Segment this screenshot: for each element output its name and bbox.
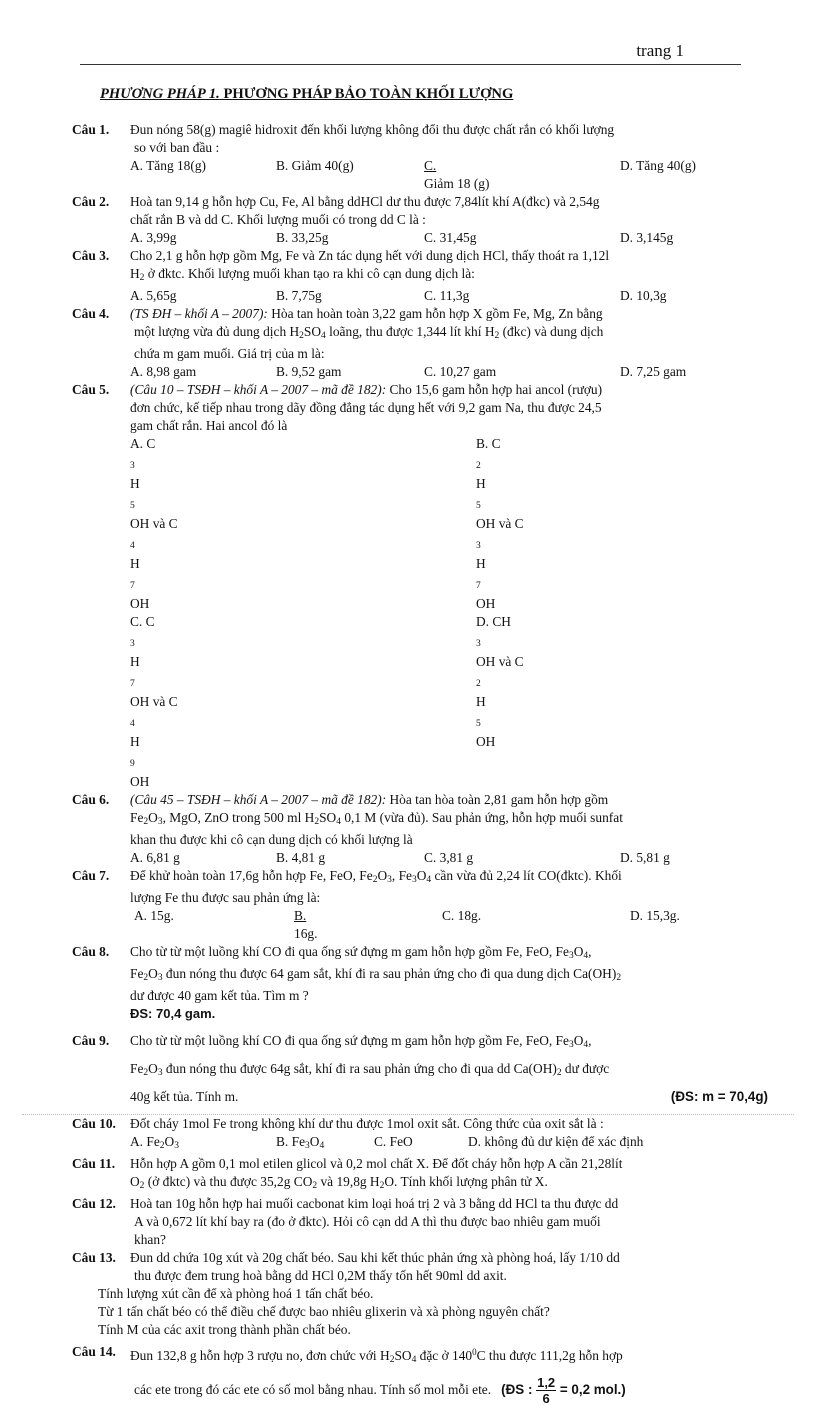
- text: Để khử hoàn toàn 17,6g hỗn hợp Fe, FeO, Fe: [130, 868, 373, 883]
- option-c: [424, 157, 620, 193]
- question-8: [72, 943, 768, 1005]
- question-7: [72, 867, 768, 907]
- question-number: Câu 10.: [72, 1116, 116, 1131]
- subscript: 2: [389, 1355, 395, 1365]
- option-b: [294, 907, 442, 943]
- text: OH và C: [476, 654, 524, 669]
- question-text: [130, 1375, 768, 1406]
- option-d: D. Tăng 40(g): [620, 158, 696, 173]
- text: H: [476, 694, 486, 709]
- source-reference: (TS ĐH – khối A – 2007):: [130, 306, 268, 321]
- answer-options: [72, 229, 768, 247]
- subscript: 3: [568, 1040, 574, 1050]
- question-text: [130, 323, 768, 345]
- answer-options: [72, 849, 768, 867]
- option-c: C. 18g.: [442, 908, 482, 923]
- question-text: thu được đem trung hoà bằng dd HCl 0,2M thấy tốn hết 90ml dd axit.: [134, 1268, 507, 1283]
- option-a: A. 8,98 gam: [130, 364, 197, 379]
- text: H: [130, 654, 140, 669]
- question-text: khan?: [134, 1232, 166, 1247]
- text: A. Fe: [130, 1134, 160, 1149]
- answer-options: [72, 287, 768, 305]
- text: Hòa tan hòa toàn 2,81 gam hỗn hợp gồm: [386, 792, 609, 807]
- question-text: [130, 305, 768, 323]
- text: , Fe: [391, 868, 412, 883]
- text: OH và C: [476, 516, 524, 531]
- option-a: [130, 1133, 276, 1155]
- text: SO: [319, 810, 337, 825]
- subscript: 3: [568, 951, 574, 961]
- text: ở đktc. Khối lượng muối khan tạo ra khi cô cạn dung dịch là:: [144, 266, 475, 281]
- question-text: Đốt cháy 1mol Fe trong không khí dư thu được 1mol oxit sắt. Công thức của oxit sắt là :: [130, 1116, 604, 1131]
- source-reference: (Câu 10 – TSĐH – khối A – 2007 – mã đề 182):: [130, 382, 387, 397]
- option-b: [476, 435, 816, 613]
- answer-options: [72, 1133, 768, 1155]
- subscript: 4: [583, 951, 589, 961]
- question-text: [130, 867, 768, 889]
- option-b: B. Giảm 40(g): [276, 158, 354, 173]
- source-reference: (Câu 45 – TSĐH – khối A – 2007 – mã đề 182):: [130, 792, 387, 807]
- sub-question: Tính lượng xút cần để xà phòng hoá 1 tấn chất béo.: [98, 1286, 374, 1301]
- option-d: D. 15,3g.: [630, 908, 680, 923]
- subscript: 2: [143, 1068, 149, 1078]
- subscript: 2: [314, 817, 320, 827]
- option-b: B. 7,75g: [276, 288, 322, 303]
- text: C. C: [130, 614, 155, 629]
- subscript: 2: [494, 331, 500, 341]
- text: O: [148, 810, 158, 825]
- question-text: chứa m gam muối. Giá trị của m là:: [134, 346, 325, 361]
- subscript: 3: [174, 1141, 179, 1151]
- question-5: [72, 381, 768, 435]
- question-text: [130, 381, 768, 399]
- subscript: 4: [321, 331, 326, 341]
- question-number: Câu 1.: [72, 122, 110, 137]
- text: các ete trong đó các ete có số mol bằng nhau. Tính số mol mỗi ete.: [134, 1382, 492, 1398]
- question-number: Câu 12.: [72, 1196, 116, 1211]
- text: (đkc) và dung dịch: [499, 324, 604, 339]
- subscript: 3: [157, 973, 163, 983]
- option-d: D. 5,81 g: [620, 850, 670, 865]
- answer-key: [501, 1375, 626, 1406]
- text: OH và C: [130, 694, 178, 709]
- question-text: Đun nóng 58(g) magiê hidroxit đến khối lượng không đổi thu được chất rắn có khối lượng: [130, 122, 615, 137]
- text: O: [309, 1134, 320, 1149]
- option-letter: C.: [424, 158, 437, 173]
- option-text: 16g.: [294, 926, 318, 941]
- option-c: C. 11,3g: [424, 288, 470, 303]
- text: Fe: [130, 810, 144, 825]
- formula: H: [130, 266, 140, 281]
- question-number: Câu 13.: [72, 1250, 116, 1265]
- option-c: C. 3,81 g: [424, 850, 474, 865]
- text: ,: [588, 944, 592, 959]
- header-divider: [80, 64, 741, 65]
- fraction: [536, 1375, 556, 1406]
- superscript: 0: [472, 1347, 477, 1357]
- question-text: Đun dd chứa 10g xút và 20g chất béo. Sau khi kết thúc phản ứng xà phòng hoá, lấy 1/10 dd: [130, 1250, 620, 1265]
- text: ,: [588, 1033, 592, 1048]
- text: H: [476, 556, 486, 571]
- text: một lượng vừa đủ dung dịch H: [134, 324, 300, 339]
- text: Fe: [130, 1061, 144, 1076]
- question-text: gam chất rắn. Hai ancol đó là: [130, 418, 288, 433]
- subscript: 4: [130, 719, 135, 729]
- method-label: PHƯƠNG PHÁP 1.: [100, 86, 220, 102]
- option-b: B. 4,81 g: [276, 850, 326, 865]
- text: Cho 15,6 gam hỗn hợp hai ancol (rượu): [386, 382, 603, 397]
- text: D. CH: [476, 614, 511, 629]
- subscript: 3: [130, 461, 135, 471]
- question-text: [130, 1057, 768, 1085]
- option-letter: B.: [294, 908, 307, 923]
- subscript: 5: [130, 501, 135, 511]
- subscript: 9: [130, 759, 135, 769]
- option-a: A. 6,81 g: [130, 850, 180, 865]
- question-number: Câu 5.: [72, 382, 110, 397]
- text: Cho từ từ một luồng khí CO đi qua ống sứ đựng m gam hỗn hợp gồm Fe, FeO, Fe: [130, 1033, 569, 1048]
- option-text: Giảm 18 (g): [424, 176, 490, 191]
- question-12: [72, 1195, 768, 1249]
- subscript: 7: [130, 581, 135, 591]
- question-text: so với ban đầu :: [134, 140, 220, 155]
- option-b: B. 33,25g: [276, 230, 329, 245]
- subscript: 3: [411, 875, 417, 885]
- text: 40g kết tủa. Tính m.: [130, 1089, 239, 1104]
- text: O: [573, 1033, 584, 1048]
- option-d: D. 10,3g: [620, 288, 667, 303]
- answer-prefix: (ĐS :: [501, 1382, 533, 1398]
- subscript: 2: [379, 1181, 385, 1191]
- answer-options: [72, 435, 768, 613]
- subscript: 2: [143, 817, 149, 827]
- text: Đun 132,8 g hỗn hợp 3 rượu no, đơn chức với H: [130, 1348, 390, 1363]
- text: 0,1 M (vừa đủ). Sau phản ứng, hỗn hợp muối sunfat: [340, 810, 623, 825]
- question-2: [72, 193, 768, 229]
- page-title: [100, 85, 513, 103]
- text: đặc ở 140: [416, 1348, 473, 1363]
- subscript: 7: [476, 581, 481, 591]
- question-text: A và 0,672 lít khí bay ra (đo ở đktc). Hỏi cô cạn dd A thì thu được bao nhiêu gam muối: [134, 1214, 601, 1229]
- option-a: A. 15g.: [134, 908, 174, 923]
- subscript: 3: [476, 541, 481, 551]
- answer-key: (ĐS: m = 70,4g): [670, 1089, 768, 1104]
- method-name: PHƯƠNG PHÁP BẢO TOÀN KHỐI LƯỢNG: [219, 86, 514, 102]
- text: OH: [130, 774, 150, 789]
- subscript: 4: [130, 541, 135, 551]
- question-text: [130, 791, 768, 809]
- text: Hòa tan hoàn toàn 3,22 gam hỗn hợp X gồm Fe, Mg, Zn bằng: [267, 306, 603, 321]
- option-d: [476, 613, 816, 791]
- option-d: D. 3,145g: [620, 230, 674, 245]
- question-text: khan thu được khi cô cạn dung dịch có khối lượng là: [130, 832, 413, 847]
- question-number: Câu 6.: [72, 792, 110, 807]
- subscript: 2: [372, 875, 378, 885]
- text: A. C: [130, 436, 156, 451]
- question-list: [72, 121, 768, 1406]
- text: SO: [394, 1348, 412, 1363]
- text: SO: [303, 324, 322, 339]
- question-11: [72, 1155, 768, 1195]
- subscript: 3: [387, 875, 392, 885]
- text: B. Fe: [276, 1134, 306, 1149]
- question-text: Cho 2,1 g hỗn hợp gồm Mg, Fe và Zn tác dụng hết với dung dịch HCl, thấy thoát ra 1,12l: [130, 248, 610, 263]
- answer-options: [72, 907, 768, 943]
- page-bottom-border: [22, 1114, 794, 1115]
- question-text: Hoà tan 9,14 g hỗn hợp Cu, Fe, Al bằng ddHCl dư thu được 7,84lít khí A(đkc) và 2,54g: [130, 194, 600, 209]
- option-a: A. 5,65g: [130, 288, 177, 303]
- question-text: [130, 265, 768, 287]
- subscript: 3: [305, 1141, 310, 1151]
- text: O: [148, 1061, 158, 1076]
- subscript: 3: [476, 639, 481, 649]
- text: O: [130, 1174, 140, 1189]
- subscript: 2: [312, 1181, 318, 1191]
- text: Cho từ từ một luồng khí CO đi qua ống sứ đựng m gam hỗn hợp gồm Fe, FeO, Fe: [130, 944, 569, 959]
- question-text: [130, 1085, 768, 1109]
- question-number: Câu 11.: [72, 1156, 116, 1171]
- subscript: 7: [130, 679, 135, 689]
- text: H: [130, 556, 140, 571]
- subscript: 2: [616, 973, 622, 983]
- question-13: [72, 1249, 768, 1285]
- answer-options: [72, 613, 768, 791]
- option-a: A. Tăng 18(g): [130, 158, 206, 173]
- question-text: [130, 1029, 768, 1057]
- question-6: [72, 791, 768, 849]
- text: loãng, thu được 1,344 lít khí H: [325, 324, 495, 339]
- subscript: 5: [476, 719, 481, 729]
- question-number: Câu 14.: [72, 1344, 116, 1359]
- subscript: 3: [130, 639, 135, 649]
- question-text: Hỗn hợp A gồm 0,1 mol etilen glicol và 0,2 mol chất X. Để đốt cháy hỗn hợp A cần 21,28lít: [130, 1156, 623, 1171]
- text: và 19,8g H: [317, 1174, 380, 1189]
- answer-options: [72, 363, 768, 381]
- question-1: [72, 121, 768, 157]
- option-b: [276, 1133, 374, 1155]
- text: Fe: [130, 966, 144, 981]
- question-text: đơn chức, kế tiếp nhau trong dãy đồng đẳng tác dụng hết với 9,2 gam Na, thu được 24,5: [130, 400, 602, 415]
- option-a: [130, 435, 476, 613]
- question-10: [72, 1115, 768, 1133]
- question-text: [130, 965, 768, 987]
- question-text: [130, 1173, 768, 1195]
- question-text: [130, 809, 768, 831]
- text: O: [416, 868, 427, 883]
- subscript: 2: [299, 331, 304, 341]
- question-text: [130, 1343, 768, 1369]
- subscript: 4: [411, 1355, 417, 1365]
- text: đun nóng thu được 64g sắt, khí đi ra sau phản ứng cho đi qua dd Ca(OH): [162, 1061, 557, 1076]
- text: O. Tính khối lượng phân tử X.: [384, 1174, 548, 1189]
- subscript: 2: [139, 273, 145, 283]
- sub-question: Tính M của các axit trong thành phần chất béo.: [98, 1322, 351, 1337]
- question-number: Câu 7.: [72, 868, 110, 883]
- question-number: Câu 4.: [72, 306, 110, 321]
- subscript: 2: [143, 973, 149, 983]
- numerator: 1,2: [537, 1375, 556, 1390]
- text: , MgO, ZnO trong 500 ml H: [162, 810, 315, 825]
- subscript: 3: [157, 1068, 163, 1078]
- answer-options: [72, 157, 768, 193]
- text: OH: [130, 596, 150, 611]
- page-number: trang 1: [636, 41, 684, 60]
- question-number: Câu 2.: [72, 194, 110, 209]
- subscript: 2: [476, 461, 481, 471]
- question-text: chất rắn B và dd C. Khối lượng muối có trong dd C là :: [130, 212, 426, 227]
- subscript: 4: [336, 817, 341, 827]
- option-c: C. 31,45g: [424, 230, 477, 245]
- denominator: 6: [542, 1391, 550, 1406]
- text: OH: [476, 596, 496, 611]
- text: H: [130, 734, 140, 749]
- text: đun nóng thu được 64 gam sắt, khí đi ra sau phản ứng cho đi qua dung dịch Ca(OH): [162, 966, 617, 981]
- text: C thu được 111,2g hỗn hợp: [476, 1348, 623, 1363]
- option-c: C. FeO: [374, 1134, 413, 1149]
- text: O: [164, 1134, 175, 1149]
- option-b: B. 9,52 gam: [276, 364, 342, 379]
- subscript: 4: [583, 1040, 589, 1050]
- subscript: 2: [556, 1068, 562, 1078]
- subscript: 2: [476, 679, 481, 689]
- question-3: [72, 247, 768, 287]
- text: dư được: [561, 1061, 610, 1076]
- option-c: [130, 613, 476, 791]
- subscript: 4: [426, 875, 432, 885]
- question-number: Câu 8.: [72, 944, 110, 959]
- option-c: C. 10,27 gam: [424, 364, 497, 379]
- question-text: Hoà tan 10g hỗn hợp hai muối cacbonat kim loại hoá trị 2 và 3 bằng dd HCl ta thu được dd: [130, 1196, 619, 1211]
- answer-suffix: = 0,2 mol.): [559, 1382, 626, 1398]
- text: (ở đktc) và thu được 35,2g CO: [144, 1174, 313, 1189]
- question-text: lượng Fe thu được sau phản ứng là:: [130, 890, 321, 905]
- text: cần vừa đủ 2,24 lít CO(đktc). Khối: [431, 868, 622, 883]
- text: H: [130, 476, 140, 491]
- question-4: [72, 305, 768, 363]
- option-d: D. 7,25 gam: [620, 364, 687, 379]
- subscript: 5: [476, 501, 481, 511]
- text: OH: [476, 734, 496, 749]
- option-a: A. 3,99g: [130, 230, 177, 245]
- subscript: 2: [159, 1141, 165, 1151]
- text: O: [148, 966, 158, 981]
- sub-question: Từ 1 tấn chất béo có thể điều chế được bao nhiêu glixerin và xà phòng nguyên chất?: [98, 1304, 550, 1319]
- text: O: [377, 868, 388, 883]
- text: O: [573, 944, 584, 959]
- question-number: Câu 9.: [72, 1033, 110, 1048]
- subscript: 3: [157, 817, 163, 827]
- subscript: 4: [319, 1141, 325, 1151]
- text: H: [476, 476, 486, 491]
- question-text: [130, 943, 768, 965]
- text: OH và C: [130, 516, 178, 531]
- subscript: 2: [139, 1181, 145, 1191]
- answer-key: ĐS: 70,4 gam.: [130, 1006, 216, 1021]
- text: B. C: [476, 436, 501, 451]
- option-d: D. không đủ dư kiện để xác định: [468, 1134, 644, 1149]
- question-14: [72, 1343, 768, 1406]
- question-9: [72, 1029, 768, 1109]
- question-text: dư được 40 gam kết tủa. Tìm m ?: [130, 988, 309, 1003]
- question-number: Câu 3.: [72, 248, 110, 263]
